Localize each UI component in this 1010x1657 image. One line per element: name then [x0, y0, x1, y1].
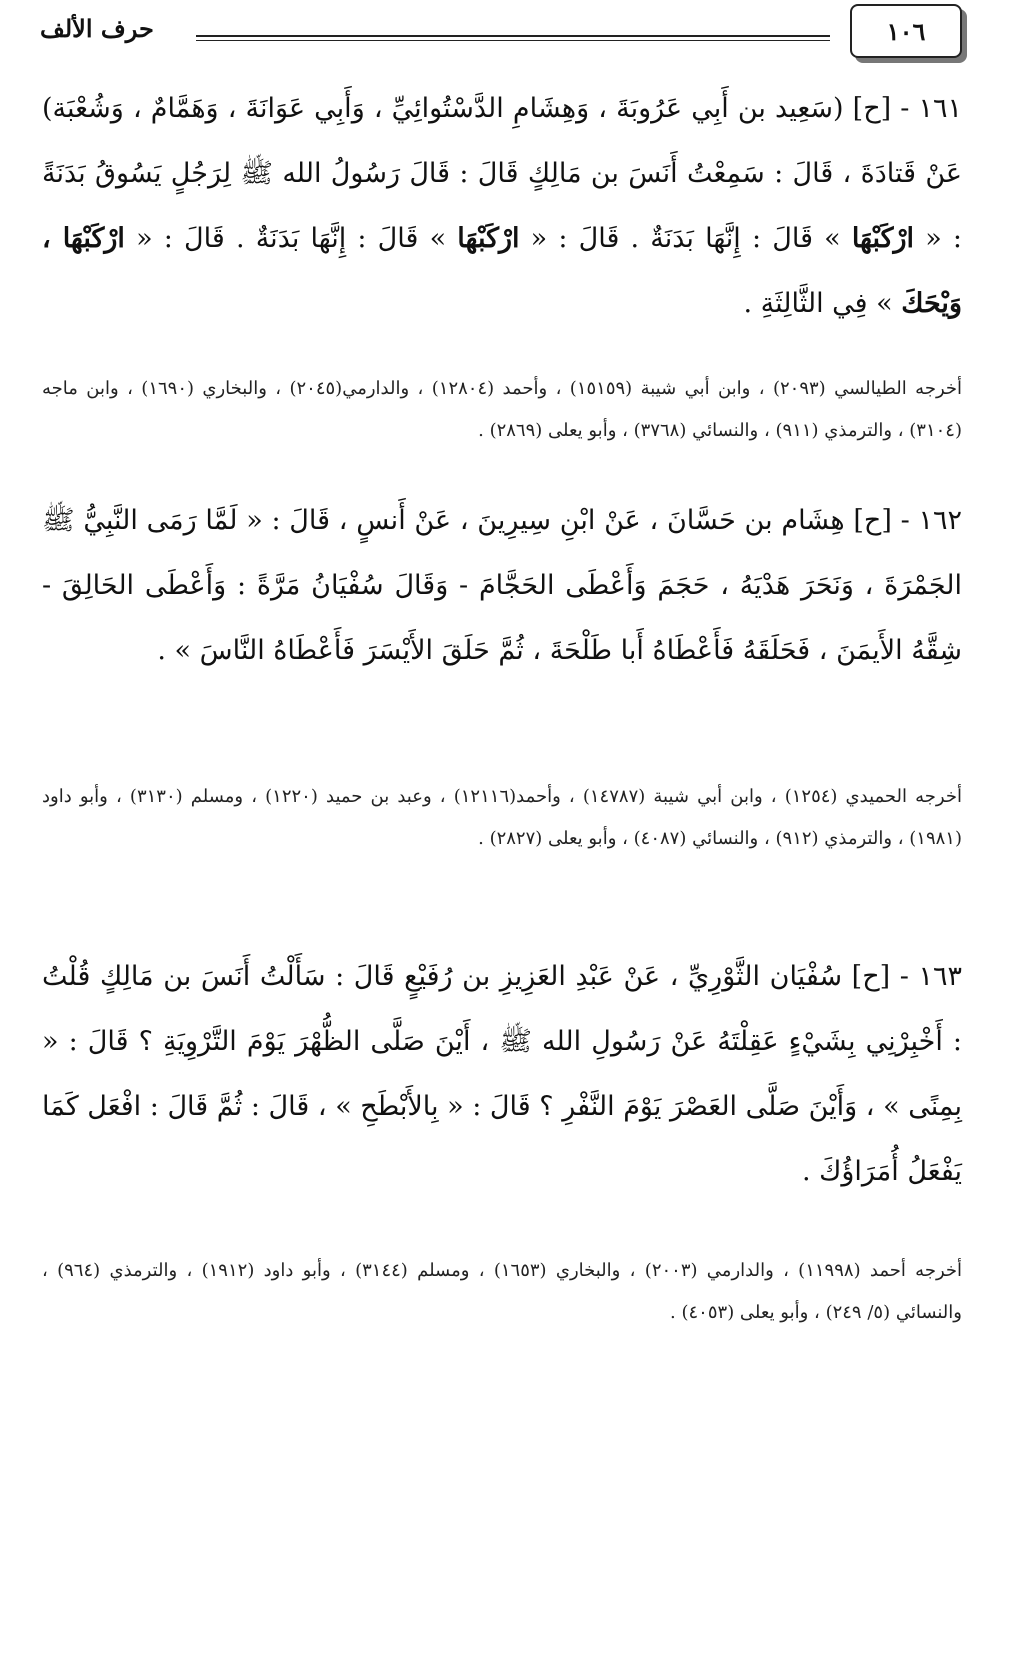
hadith-161-text	[42, 76, 962, 336]
hadith-text-part: » قَالَ : إِنَّهَا بَدَنَةٌ . قَالَ : «	[519, 223, 852, 254]
hadith-quote: ارْكَبْهَا	[851, 223, 915, 254]
hadith-quote: ارْكَبْهَا	[457, 223, 520, 254]
hadith-text-part: » قَالَ : إِنَّهَا بَدَنَةٌ . قَالَ : «	[124, 223, 458, 254]
hadith-162-takhrij: أخرجه الحميدي (١٢٥٤) ، وابن أبي شيبة (١٤٧٨٧) ، وأحمد(١٢١١٦) ، وعبد بن حميد (١٢٢٠) ، ومسلم (٣١٣٠) ، وأبو داود (١٩٨١) ، والترمذي (٩١٢) ، والنسائي (٤٠٨٧) ، وأبو يعلى (٢٨٢٧) .	[42, 786, 962, 849]
hadith-quote: ارْكَبْهَا ، وَيْحَكَ	[42, 223, 962, 319]
hadith-163-takhrij: أخرجه أحمد (١١٩٩٨) ، والدارمي (٢٠٠٣) ، والبخاري (١٦٥٣) ، ومسلم (٣١٤٤) ، وأبو داود (١٩١٢) ، والترمذي (٩٦٤) ، والنسائي (٥/ ٢٤٩) ، وأبو يعلى (٤٠٥٣) .	[42, 1260, 963, 1323]
page-header	[0, 0, 1010, 70]
header-rule	[196, 40, 830, 41]
header-rule	[196, 35, 830, 37]
hadith-162-text: ١٦٢ - [ح] هِشَام بن حَسَّانَ ، عَنْ ابْنِ سِيرِينَ ، عَنْ أَنسٍ ، قَالَ : « لَمَّا رَمَى النَّبِيُّ ﷺ الجَمْرَةَ ، وَنَحَرَ هَدْيَهُ ، حَجَمَ وَأَعْطَى الحَجَّامَ - وَقَالَ سُفْيَانُ مَرَّةً : وَأَعْطَى الحَالِقَ - شِقَّهُ الأَيمَنَ ، فَحَلَقَهُ فَأَعْطَاهُ أَبا طَلْحَةَ ، ثُمَّ حَلَقَ الأَيْسَرَ فَأَعْطَاهُ النَّاسَ » .	[42, 505, 962, 666]
hadith-text-part: ١٦١ - [ح] (سَعِيد بن أَبِي عَرُوبَةَ ، وَهِشَامِ الدَّسْتُوائِيِّ ، وَأَبِي عَوَانَةَ ، وَهَمَّامٌ ، وَشُعْبَة) عَنْ قَتادَةَ ، قَالَ : سَمِعْتُ أَنَسَ بن مَالِكٍ قَالَ : قَالَ رَسُولُ الله ﷺ لِرَجُلٍ يَسُوقُ بَدَنَةً : «	[42, 93, 962, 254]
page-number: ١٠٦	[850, 4, 962, 58]
hadith-text-part: » فِي الثَّالِثَةِ .	[743, 288, 902, 319]
hadith-161-takhrij: أخرجه الطيالسي (٢٠٩٣) ، وابن أبي شيبة (١٥١٥٩) ، وأحمد (١٢٨٠٤) ، والدارمي(٢٠٤٥) ، والبخاري (١٦٩٠) ، وابن ماجه (٣١٠٤) ، والترمذي (٩١١) ، والنسائي (٣٧٦٨) ، وأبو يعلى (٢٨٦٩) .	[42, 378, 963, 441]
section-title: حرف الألف	[40, 14, 154, 43]
hadith-163-text: ١٦٣ - [ح] سُفْيَان الثَّوْرِيِّ ، عَنْ عَبْدِ العَزِيزِ بن رُفَيْعٍ قَالَ : سَأَلْتُ أَنَسَ بن مَالِكٍ قُلْتُ : أَخْبِرْنِي بِشَيْءٍ عَقِلْتَهُ عَنْ رَسُولِ الله ﷺ ، أَيْنَ صَلَّى الظُّهْرَ يَوْمَ التَّرْوِيَةِ ؟ قَالَ : « بِمِنًى » ، وَأَيْنَ صَلَّى العَصْرَ يَوْمَ النَّفْرِ ؟ قَالَ : « بِالأَبْطَحِ » ، قَالَ : ثُمَّ قَالَ : افْعَل كَمَا يَفْعَلُ أُمَرَاؤُكَ .	[42, 961, 962, 1187]
